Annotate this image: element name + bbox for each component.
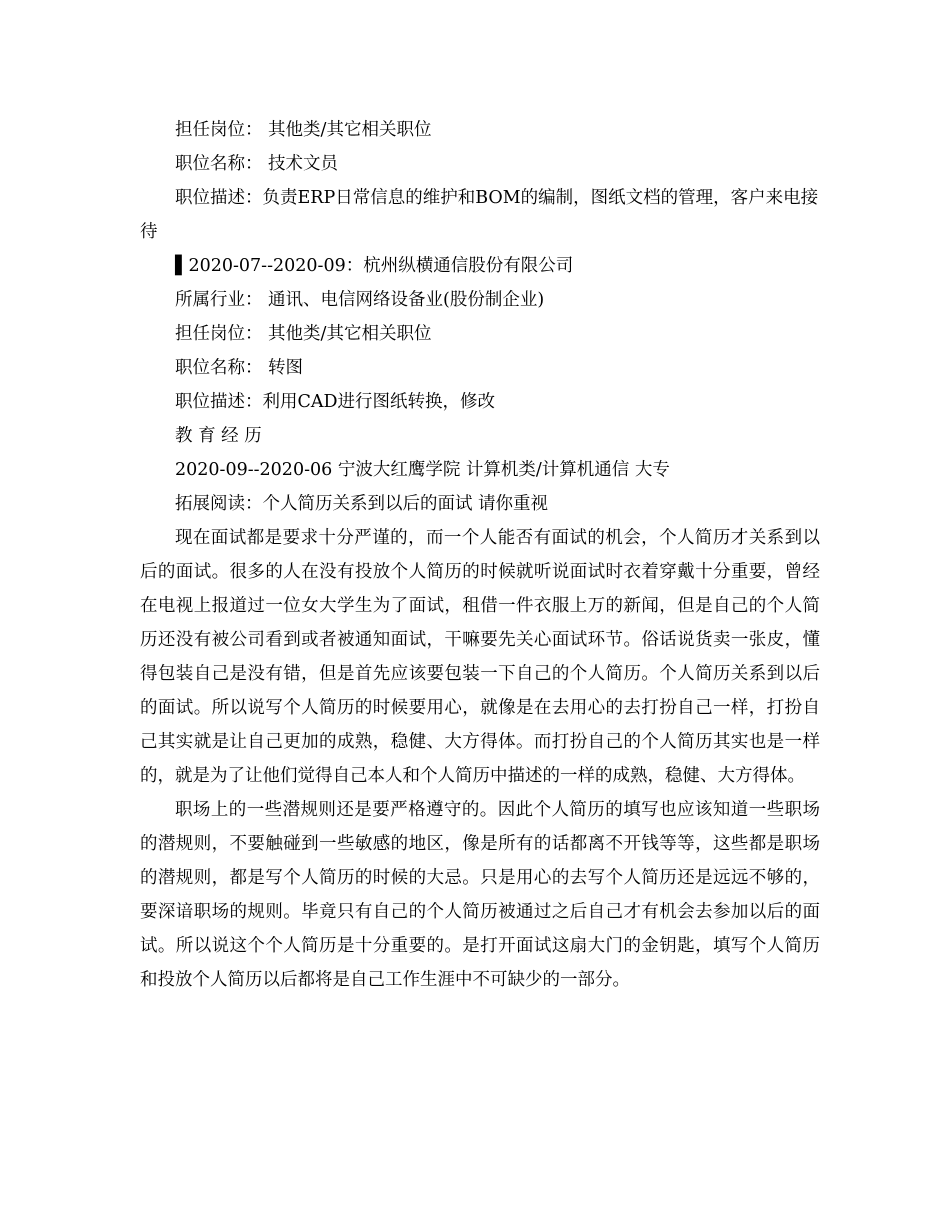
job1-title: 职位名称： 技术文员 <box>175 154 339 174</box>
document-body <box>140 113 820 997</box>
education-heading: 教 育 经 历 <box>175 426 262 446</box>
job2-industry: 所属行业： 通讯、电信网络设备业(股份制企业) <box>175 290 545 310</box>
job2-header: ▌2020-07--2020-09：杭州纵横通信股份有限公司 <box>175 256 574 276</box>
paragraph-1: 现在面试都是要求十分严谨的，而一个人能否有面试的机会，个人简历才关系到以后的面试。很多的人在没有投放个人简历的时候就听说面试时衣着穿戴十分重要，曾经在电视上报道过一位女大学生为了面试，租借一件衣服上万的新闻，但是自己的个人简历还没有被公司看到或者被通知面试，干嘛要先关心面试环节。俗话说货卖一张皮，懂得包装自己是没有错，但是首先应该要包装一下自己的个人简历。个人简历关系到以后的面试。所以说写个人简历的时候要用心，就像是在去用心的去打扮自己一样，打扮自己其实就是让自己更加的成熟，稳健、大方得体。而打扮自己的个人简历其实也是一样的，就是为了让他们觉得自己本人和个人简历中描述的一样的成熟，稳健、大方得体。 <box>140 528 820 786</box>
extended-reading-heading: 拓展阅读：个人简历关系到以后的面试 请你重视 <box>175 494 549 514</box>
education-entry: 2020-09--2020-06 宁波大红鹰学院 计算机类/计算机通信 大专 <box>175 460 670 480</box>
job2-description: 职位描述：利用CAD进行图纸转换，修改 <box>175 392 496 412</box>
job2-position-type: 担任岗位： 其他类/其它相关职位 <box>175 324 432 344</box>
job2-title: 职位名称： 转图 <box>175 358 304 378</box>
job1-position-type: 担任岗位： 其他类/其它相关职位 <box>175 120 432 140</box>
paragraph-2: 职场上的一些潜规则还是要严格遵守的。因此个人简历的填写也应该知道一些职场的潜规则，不要触碰到一些敏感的地区，像是所有的话都离不开钱等等，这些都是职场的潜规则，都是写个人简历的时候的大忌。只是用心的去写个人简历还是远远不够的，要深谙职场的规则。毕竟只有自己的个人简历被通过之后自己才有机会去参加以后的面试。所以说这个个人简历是十分重要的。是打开面试这扇大门的金钥匙，填写个人简历和投放个人简历以后都将是自己工作生涯中不可缺少的一部分。 <box>140 800 820 990</box>
job1-description: 职位描述：负责ERP日常信息的维护和BOM的编制，图纸文档的管理，客户来电接待 <box>140 188 819 242</box>
